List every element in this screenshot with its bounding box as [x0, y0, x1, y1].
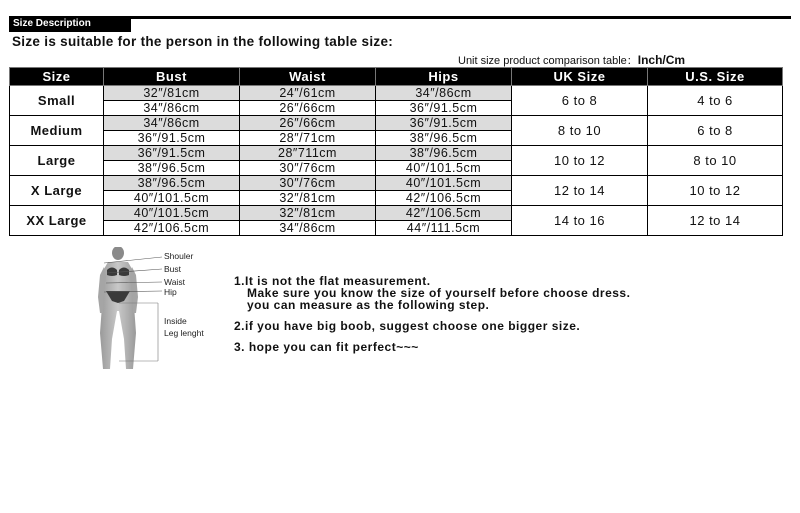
- waist-cell: 26″/66cm: [240, 116, 376, 131]
- table-row: [10, 206, 783, 221]
- label-leg-length: Leg lenght: [164, 328, 204, 338]
- bust-cell: 32″/81cm: [104, 86, 240, 101]
- waist-cell: 26″/66cm: [240, 101, 376, 116]
- bust-cell: 42″/106.5cm: [104, 221, 240, 236]
- hips-cell: 34″/86cm: [376, 86, 512, 101]
- waist-cell: 28″/71cm: [240, 131, 376, 146]
- size-label: Medium: [10, 116, 104, 146]
- table-row: [10, 116, 783, 131]
- bust-cell: 40″/101.5cm: [104, 191, 240, 206]
- us-size-cell: 4 to 6: [648, 86, 783, 116]
- hips-cell: 38″/96.5cm: [376, 131, 512, 146]
- measurement-figure: [88, 247, 228, 377]
- uk-size-cell: 14 to 16: [512, 206, 648, 236]
- body-silhouette-icon: [88, 247, 228, 377]
- table-row: [10, 86, 783, 101]
- uk-size-cell: 6 to 8: [512, 86, 648, 116]
- waist-cell: 30″/76cm: [240, 161, 376, 176]
- us-size-cell: 10 to 12: [648, 176, 783, 206]
- note-1-line-3: you can measure as the following step.: [247, 298, 490, 312]
- waist-cell: 24″/61cm: [240, 86, 376, 101]
- size-label: XX Large: [10, 206, 104, 236]
- bust-cell: 40″/101.5cm: [104, 206, 240, 221]
- table-header-row: [10, 68, 783, 86]
- us-size-cell: 6 to 8: [648, 116, 783, 146]
- bust-cell: 34″/86cm: [104, 116, 240, 131]
- header-divider: [131, 16, 791, 19]
- label-waist: Waist: [164, 277, 185, 287]
- table-row: [10, 146, 783, 161]
- bust-cell: 38″/96.5cm: [104, 161, 240, 176]
- waist-cell: 34″/86cm: [240, 221, 376, 236]
- unit-note: [458, 52, 685, 68]
- hips-cell: 36″/91.5cm: [376, 101, 512, 116]
- note-1-line-1: 1.It is not the flat measurement.: [234, 274, 431, 288]
- bust-cell: 38″/96.5cm: [104, 176, 240, 191]
- size-chart-table: [9, 67, 783, 236]
- section-tab-label: Size Description: [13, 18, 91, 29]
- bust-cell: 34″/86cm: [104, 101, 240, 116]
- hips-cell: 36″/91.5cm: [376, 116, 512, 131]
- hips-cell: 38″/96.5cm: [376, 146, 512, 161]
- unit-note-unit: Inch/Cm: [637, 53, 686, 67]
- header-hips: Hips: [376, 68, 512, 86]
- header-uk-size: UK Size: [512, 68, 648, 86]
- unit-note-prefix: Unit size product comparison table：: [458, 55, 638, 67]
- waist-cell: 30″/76cm: [240, 176, 376, 191]
- label-hip: Hip: [164, 287, 177, 297]
- size-label: Small: [10, 86, 104, 116]
- note-1-line-2: Make sure you know the size of yourself before choose dress.: [247, 286, 631, 300]
- hips-cell: 44″/111.5cm: [376, 221, 512, 236]
- label-shoulder: Shouler: [164, 251, 194, 261]
- size-label: Large: [10, 146, 104, 176]
- us-size-cell: 12 to 14: [648, 206, 783, 236]
- uk-size-cell: 8 to 10: [512, 116, 648, 146]
- header-waist: Waist: [240, 68, 376, 86]
- hips-cell: 40″/101.5cm: [376, 176, 512, 191]
- hips-cell: 42″/106.5cm: [376, 206, 512, 221]
- header-size: Size: [10, 68, 104, 86]
- label-inside: Inside: [164, 316, 187, 326]
- section-tab: [9, 16, 131, 32]
- header-us-size: U.S. Size: [648, 68, 783, 86]
- uk-size-cell: 12 to 14: [512, 176, 648, 206]
- header-bust: Bust: [104, 68, 240, 86]
- us-size-cell: 8 to 10: [648, 146, 783, 176]
- hips-cell: 40″/101.5cm: [376, 161, 512, 176]
- page-subtitle: Size is suitable for the person in the following table size:: [12, 34, 394, 49]
- note-3: 3. hope you can fit perfect~~~: [234, 340, 419, 354]
- waist-cell: 32″/81cm: [240, 191, 376, 206]
- size-label: X Large: [10, 176, 104, 206]
- waist-cell: 28″711cm: [240, 146, 376, 161]
- table-row: [10, 176, 783, 191]
- waist-cell: 32″/81cm: [240, 206, 376, 221]
- note-2: 2.if you have big boob, suggest choose one bigger size.: [234, 319, 581, 333]
- label-bust: Bust: [164, 264, 182, 274]
- uk-size-cell: 10 to 12: [512, 146, 648, 176]
- notes-list: [234, 275, 630, 353]
- hips-cell: 42″/106.5cm: [376, 191, 512, 206]
- bust-cell: 36″/91.5cm: [104, 146, 240, 161]
- bust-cell: 36″/91.5cm: [104, 131, 240, 146]
